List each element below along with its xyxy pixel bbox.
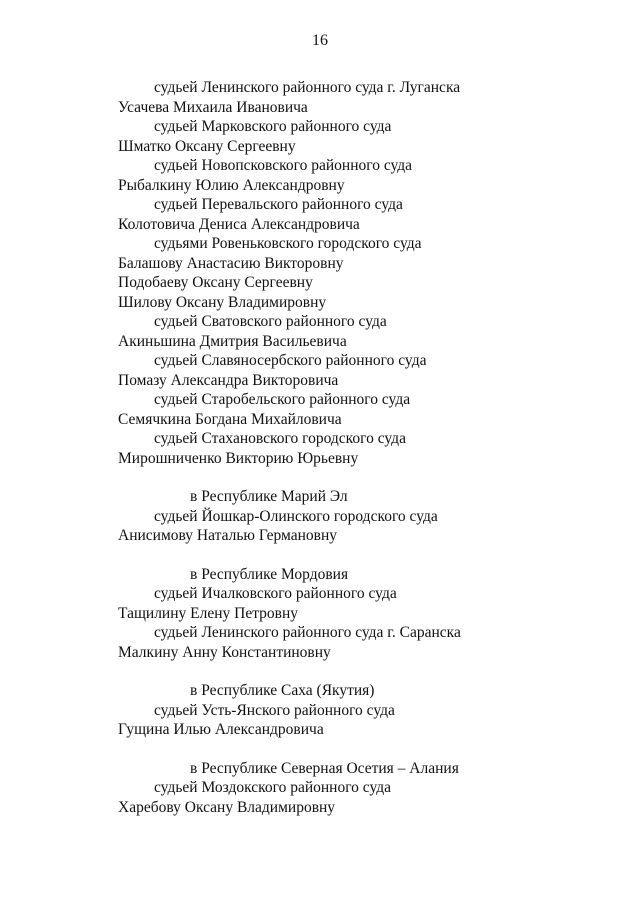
- court-line: судьей Новопсковского районного суда: [154, 157, 413, 174]
- section-gap: [118, 662, 598, 681]
- region-heading: в Республике Марий Эл: [190, 488, 348, 505]
- region-heading: в Республике Мордовия: [190, 565, 349, 583]
- judge-name: Шилову Оксану Владимировну: [118, 293, 327, 311]
- section-gap: [118, 546, 598, 565]
- document-body: [118, 78, 598, 817]
- court-line: судьей Старобельского районного суда: [154, 391, 411, 408]
- section-gap: [118, 468, 598, 487]
- judge-name: Мирошниченко Викторию Юрьевну: [118, 449, 359, 467]
- judge-name: Тащилину Елену Петровну: [118, 604, 299, 622]
- judge-name: Подобаеву Оксану Сергеевну: [118, 274, 313, 291]
- judge-name: Акиньшина Дмитрия Васильевича: [118, 332, 347, 350]
- judge-name: Балашову Анастасию Викторовну: [118, 254, 344, 272]
- judge-name: Колотовича Дениса Александровича: [118, 215, 360, 233]
- judge-name: Гущина Илью Александровича: [118, 721, 324, 738]
- court-line: судьей Ичалковского районного суда: [154, 585, 397, 602]
- judge-name: Шматко Оксану Сергеевну: [118, 137, 296, 155]
- court-line: судьями Ровеньковского городского суда: [154, 235, 422, 252]
- court-line: судьей Славяносербского районного суда: [154, 352, 427, 369]
- court-line: судьей Перевальского районного суда: [154, 196, 403, 213]
- judge-name: Семячкина Богдана Михайловича: [118, 410, 342, 428]
- section-gap: [118, 740, 598, 759]
- court-line: судьей Сватовского районного суда: [154, 313, 387, 330]
- judge-name: Рыбалкину Юлию Александровну: [118, 176, 345, 194]
- court-line: судьей Усть-Янского районного суда: [154, 701, 395, 719]
- region-heading: в Республике Саха (Якутия): [190, 682, 375, 699]
- page-number: 16: [312, 32, 328, 49]
- court-line: судьей Ленинского районного суда г. Луганска: [154, 79, 461, 96]
- judge-name: Анисимову Наталью Германовну: [118, 527, 338, 544]
- court-line: судьей Ленинского районного суда г. Саранска: [154, 624, 461, 641]
- court-line: судьей Йошкар-Олинского городского суда: [154, 507, 438, 525]
- judge-name: Усачева Михаила Ивановича: [118, 98, 308, 116]
- judge-name: Помазу Александра Викторовича: [118, 371, 339, 389]
- judge-name: Харебову Оксану Владимировну: [118, 798, 336, 816]
- region-heading: в Республике Северная Осетия – Алания: [190, 759, 459, 777]
- court-line: судьей Марковского районного суда: [154, 118, 392, 135]
- judge-name: Малкину Анну Константиновну: [118, 643, 331, 661]
- court-line: судьей Стахановского городского суда: [154, 430, 406, 447]
- court-line: судьей Моздокского районного суда: [154, 779, 392, 796]
